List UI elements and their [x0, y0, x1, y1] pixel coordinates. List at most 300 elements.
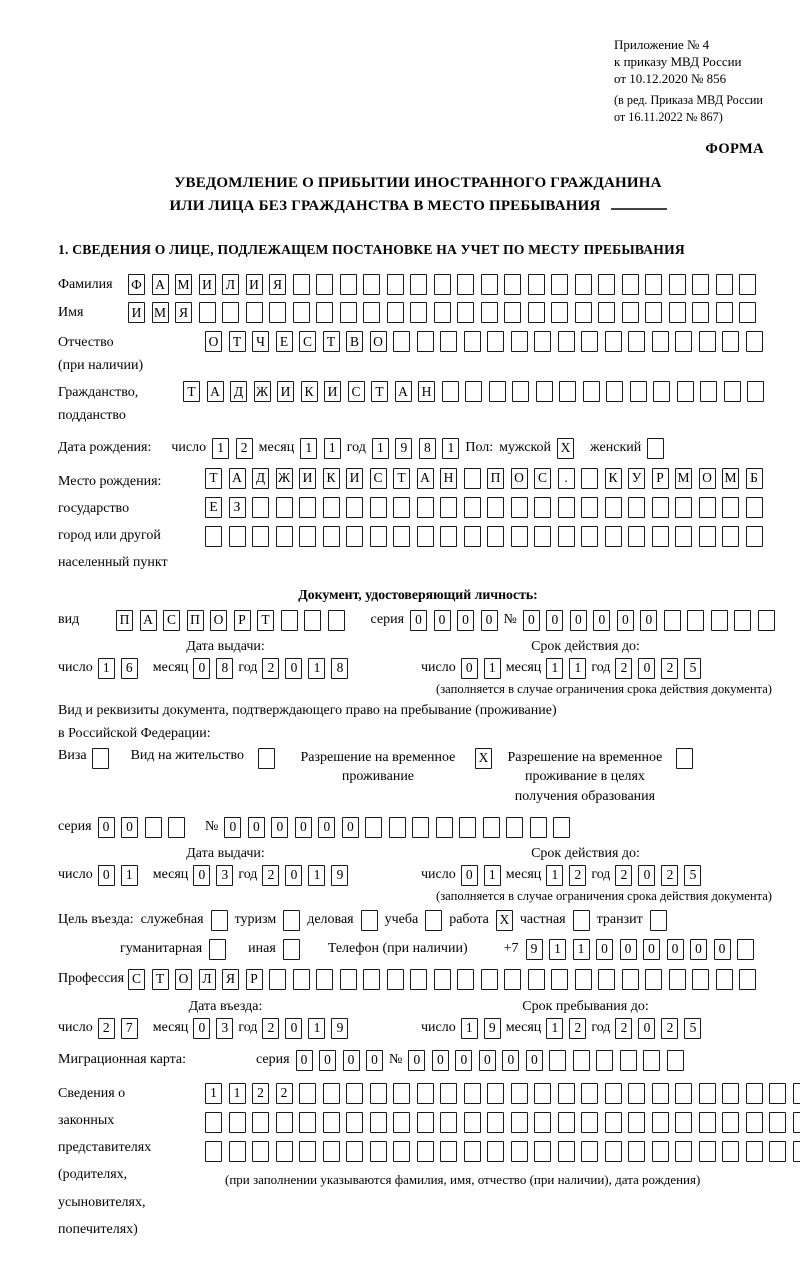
char-box[interactable] — [699, 497, 716, 518]
char-box[interactable] — [417, 1083, 434, 1104]
char-box[interactable] — [252, 497, 269, 518]
char-box[interactable] — [652, 331, 669, 352]
char-box[interactable] — [734, 610, 751, 631]
char-box[interactable] — [699, 1112, 716, 1133]
char-box[interactable] — [370, 1083, 387, 1104]
char-box[interactable] — [346, 497, 363, 518]
char-box[interactable] — [417, 1112, 434, 1133]
char-box[interactable]: 0 — [461, 865, 478, 886]
char-box[interactable] — [675, 1083, 692, 1104]
char-box[interactable] — [410, 274, 427, 295]
char-box[interactable] — [581, 1141, 598, 1162]
char-box[interactable] — [276, 497, 293, 518]
char-box[interactable]: О — [370, 331, 387, 352]
char-box[interactable]: С — [299, 331, 316, 352]
char-box[interactable] — [675, 1141, 692, 1162]
char-box[interactable] — [199, 302, 216, 323]
char-box[interactable]: 3 — [216, 1018, 233, 1039]
char-box[interactable] — [645, 969, 662, 990]
char-box[interactable]: 0 — [271, 817, 288, 838]
char-box[interactable]: Т — [257, 610, 274, 631]
char-box[interactable] — [692, 969, 709, 990]
char-box[interactable] — [340, 969, 357, 990]
char-box[interactable]: 0 — [593, 610, 610, 631]
char-box[interactable]: 1 — [308, 658, 325, 679]
char-box[interactable]: 0 — [617, 610, 634, 631]
char-box[interactable]: 1 — [549, 939, 566, 960]
char-box[interactable]: Т — [183, 381, 200, 402]
char-box[interactable] — [511, 1112, 528, 1133]
char-box[interactable] — [316, 302, 333, 323]
char-box[interactable] — [558, 1083, 575, 1104]
char-box[interactable]: Д — [252, 468, 269, 489]
char-box[interactable] — [667, 1050, 684, 1071]
char-box[interactable] — [558, 1112, 575, 1133]
char-box[interactable] — [669, 274, 686, 295]
char-box[interactable] — [596, 1050, 613, 1071]
char-box[interactable] — [269, 969, 286, 990]
char-box[interactable] — [363, 274, 380, 295]
char-box[interactable] — [323, 1141, 340, 1162]
char-box[interactable]: М — [722, 468, 739, 489]
char-box[interactable] — [575, 302, 592, 323]
char-box[interactable] — [528, 969, 545, 990]
char-box[interactable]: 2 — [98, 1018, 115, 1039]
char-box[interactable] — [534, 1112, 551, 1133]
char-box[interactable] — [711, 610, 728, 631]
char-box[interactable] — [299, 1083, 316, 1104]
char-box[interactable]: 2 — [615, 865, 632, 886]
char-box[interactable]: Т — [152, 969, 169, 990]
char-box[interactable] — [558, 526, 575, 547]
char-box[interactable]: Я — [269, 274, 286, 295]
char-box[interactable]: 1 — [484, 865, 501, 886]
char-box[interactable] — [675, 497, 692, 518]
char-box[interactable]: Т — [371, 381, 388, 402]
char-box[interactable] — [504, 969, 521, 990]
char-box[interactable]: 1 — [205, 1083, 222, 1104]
char-box[interactable] — [722, 497, 739, 518]
char-box[interactable] — [412, 817, 429, 838]
char-box[interactable] — [793, 1083, 800, 1104]
char-box[interactable]: Е — [205, 497, 222, 518]
char-box[interactable]: М — [175, 274, 192, 295]
char-box[interactable] — [440, 1112, 457, 1133]
char-box[interactable]: 0 — [546, 610, 563, 631]
char-box[interactable] — [628, 497, 645, 518]
char-box[interactable] — [551, 969, 568, 990]
char-box[interactable]: 1 — [442, 438, 459, 459]
char-box[interactable]: 0 — [98, 817, 115, 838]
char-box[interactable]: 0 — [193, 658, 210, 679]
char-box[interactable] — [739, 302, 756, 323]
char-box[interactable] — [459, 817, 476, 838]
char-box[interactable] — [229, 526, 246, 547]
char-box[interactable]: О — [210, 610, 227, 631]
char-box[interactable] — [487, 1083, 504, 1104]
char-box[interactable] — [645, 302, 662, 323]
char-box[interactable] — [628, 1083, 645, 1104]
char-box[interactable]: 0 — [455, 1050, 472, 1071]
char-box[interactable] — [699, 526, 716, 547]
char-box[interactable] — [534, 497, 551, 518]
char-box[interactable] — [739, 274, 756, 295]
char-box[interactable]: 3 — [216, 865, 233, 886]
char-box[interactable] — [716, 302, 733, 323]
char-box[interactable] — [793, 1141, 800, 1162]
char-box[interactable]: П — [187, 610, 204, 631]
char-box[interactable] — [558, 1141, 575, 1162]
char-box[interactable]: Р — [652, 468, 669, 489]
char-box[interactable]: 1 — [121, 865, 138, 886]
char-box[interactable] — [393, 1141, 410, 1162]
char-box[interactable]: Ж — [254, 381, 271, 402]
char-box[interactable]: 0 — [461, 658, 478, 679]
char-box[interactable] — [652, 1141, 669, 1162]
char-box[interactable] — [370, 1141, 387, 1162]
char-box[interactable]: С — [128, 969, 145, 990]
char-box[interactable] — [276, 1112, 293, 1133]
char-box[interactable]: К — [605, 468, 622, 489]
char-box[interactable] — [581, 468, 598, 489]
char-box[interactable]: 0 — [643, 939, 660, 960]
char-box[interactable] — [346, 1083, 363, 1104]
char-box[interactable] — [620, 1050, 637, 1071]
char-box[interactable] — [605, 526, 622, 547]
char-box[interactable]: 0 — [570, 610, 587, 631]
char-box[interactable] — [487, 1112, 504, 1133]
char-box[interactable] — [722, 526, 739, 547]
char-box[interactable] — [304, 610, 321, 631]
char-box[interactable]: 8 — [331, 658, 348, 679]
char-box[interactable]: 0 — [523, 610, 540, 631]
char-box[interactable]: 9 — [484, 1018, 501, 1039]
char-box[interactable] — [598, 274, 615, 295]
char-box[interactable]: О — [175, 969, 192, 990]
char-box[interactable] — [252, 526, 269, 547]
char-box[interactable]: С — [348, 381, 365, 402]
char-box[interactable]: 9 — [331, 865, 348, 886]
char-box[interactable] — [534, 526, 551, 547]
char-box[interactable] — [205, 1112, 222, 1133]
char-box[interactable] — [346, 1141, 363, 1162]
char-box[interactable] — [487, 497, 504, 518]
char-box[interactable] — [716, 969, 733, 990]
char-box[interactable] — [487, 526, 504, 547]
char-box[interactable] — [692, 302, 709, 323]
char-box[interactable] — [746, 1083, 763, 1104]
char-box[interactable] — [511, 526, 528, 547]
char-box[interactable]: Б — [746, 468, 763, 489]
char-box[interactable]: И — [199, 274, 216, 295]
char-box[interactable]: 0 — [248, 817, 265, 838]
char-box[interactable] — [699, 1083, 716, 1104]
char-box[interactable]: 0 — [638, 1018, 655, 1039]
char-box[interactable] — [598, 302, 615, 323]
char-box[interactable] — [465, 381, 482, 402]
char-box[interactable] — [457, 274, 474, 295]
char-box[interactable] — [650, 910, 667, 931]
char-box[interactable]: 0 — [193, 1018, 210, 1039]
char-box[interactable]: И — [128, 302, 145, 323]
char-box[interactable] — [440, 497, 457, 518]
char-box[interactable]: 0 — [98, 865, 115, 886]
char-box[interactable] — [769, 1141, 786, 1162]
char-box[interactable]: И — [277, 381, 294, 402]
char-box[interactable] — [436, 817, 453, 838]
char-box[interactable] — [746, 1112, 763, 1133]
char-box[interactable] — [440, 1083, 457, 1104]
char-box[interactable] — [504, 274, 521, 295]
char-box[interactable] — [534, 1141, 551, 1162]
char-box[interactable]: 2 — [569, 865, 586, 886]
char-box[interactable]: 0 — [193, 865, 210, 886]
char-box[interactable] — [389, 817, 406, 838]
char-box[interactable]: 0 — [479, 1050, 496, 1071]
char-box[interactable]: 2 — [615, 658, 632, 679]
char-box[interactable] — [534, 331, 551, 352]
char-box[interactable] — [605, 1083, 622, 1104]
char-box[interactable]: Ф — [128, 274, 145, 295]
char-box[interactable] — [457, 969, 474, 990]
char-box[interactable]: О — [511, 468, 528, 489]
char-box[interactable] — [622, 274, 639, 295]
char-box[interactable] — [677, 381, 694, 402]
char-box[interactable]: Е — [276, 331, 293, 352]
char-box[interactable]: Т — [323, 331, 340, 352]
char-box[interactable]: . — [558, 468, 575, 489]
char-box[interactable] — [622, 969, 639, 990]
char-box[interactable]: П — [487, 468, 504, 489]
char-box[interactable]: 5 — [684, 1018, 701, 1039]
char-box[interactable]: 2 — [661, 658, 678, 679]
char-box[interactable]: Р — [246, 969, 263, 990]
char-box[interactable]: 1 — [573, 939, 590, 960]
char-box[interactable]: Я — [175, 302, 192, 323]
char-box[interactable]: 0 — [502, 1050, 519, 1071]
char-box[interactable]: Л — [199, 969, 216, 990]
char-box[interactable] — [481, 302, 498, 323]
char-box[interactable] — [417, 1141, 434, 1162]
char-box[interactable]: Л — [222, 274, 239, 295]
char-box[interactable] — [92, 748, 109, 769]
char-box[interactable] — [363, 302, 380, 323]
char-box[interactable]: 1 — [546, 658, 563, 679]
char-box[interactable]: 0 — [285, 1018, 302, 1039]
char-box[interactable] — [340, 302, 357, 323]
char-box[interactable] — [746, 526, 763, 547]
char-box[interactable] — [722, 331, 739, 352]
char-box[interactable]: 0 — [526, 1050, 543, 1071]
char-box[interactable] — [675, 1112, 692, 1133]
char-box[interactable]: И — [324, 381, 341, 402]
char-box[interactable]: Т — [205, 468, 222, 489]
char-box[interactable]: X — [475, 748, 492, 769]
char-box[interactable] — [269, 302, 286, 323]
char-box[interactable] — [581, 331, 598, 352]
char-box[interactable] — [652, 1112, 669, 1133]
char-box[interactable] — [393, 1112, 410, 1133]
char-box[interactable] — [511, 1141, 528, 1162]
char-box[interactable]: Н — [418, 381, 435, 402]
char-box[interactable] — [581, 1112, 598, 1133]
char-box[interactable] — [511, 497, 528, 518]
char-box[interactable]: 2 — [615, 1018, 632, 1039]
char-box[interactable]: 7 — [121, 1018, 138, 1039]
char-box[interactable] — [528, 274, 545, 295]
char-box[interactable] — [628, 526, 645, 547]
char-box[interactable] — [536, 381, 553, 402]
char-box[interactable] — [628, 1141, 645, 1162]
char-box[interactable] — [534, 1083, 551, 1104]
char-box[interactable] — [323, 497, 340, 518]
char-box[interactable]: 0 — [343, 1050, 360, 1071]
char-box[interactable] — [229, 1112, 246, 1133]
char-box[interactable] — [483, 817, 500, 838]
char-box[interactable]: 0 — [714, 939, 731, 960]
char-box[interactable] — [417, 497, 434, 518]
char-box[interactable] — [669, 969, 686, 990]
char-box[interactable] — [229, 1141, 246, 1162]
char-box[interactable]: 1 — [324, 438, 341, 459]
char-box[interactable]: 1 — [484, 658, 501, 679]
char-box[interactable]: 5 — [684, 658, 701, 679]
char-box[interactable] — [442, 381, 459, 402]
char-box[interactable] — [489, 381, 506, 402]
char-box[interactable] — [746, 497, 763, 518]
char-box[interactable] — [440, 526, 457, 547]
char-box[interactable] — [664, 610, 681, 631]
char-box[interactable] — [699, 1141, 716, 1162]
char-box[interactable]: 1 — [98, 658, 115, 679]
char-box[interactable] — [645, 274, 662, 295]
char-box[interactable]: 1 — [569, 658, 586, 679]
char-box[interactable] — [746, 331, 763, 352]
char-box[interactable] — [558, 331, 575, 352]
char-box[interactable] — [581, 497, 598, 518]
char-box[interactable] — [581, 526, 598, 547]
char-box[interactable]: 1 — [212, 438, 229, 459]
char-box[interactable]: 0 — [638, 658, 655, 679]
char-box[interactable] — [316, 274, 333, 295]
char-box[interactable] — [605, 497, 622, 518]
char-box[interactable] — [699, 331, 716, 352]
char-box[interactable] — [205, 526, 222, 547]
char-box[interactable] — [769, 1112, 786, 1133]
char-box[interactable] — [769, 1083, 786, 1104]
char-box[interactable] — [410, 969, 427, 990]
char-box[interactable]: 1 — [300, 438, 317, 459]
char-box[interactable] — [487, 1141, 504, 1162]
char-box[interactable] — [283, 910, 300, 931]
char-box[interactable] — [700, 381, 717, 402]
char-box[interactable]: 0 — [667, 939, 684, 960]
char-box[interactable] — [722, 1083, 739, 1104]
char-box[interactable] — [323, 1083, 340, 1104]
char-box[interactable] — [365, 817, 382, 838]
char-box[interactable] — [675, 526, 692, 547]
char-box[interactable] — [361, 910, 378, 931]
char-box[interactable]: Д — [230, 381, 247, 402]
char-box[interactable] — [687, 610, 704, 631]
char-box[interactable]: З — [229, 497, 246, 518]
char-box[interactable] — [205, 1141, 222, 1162]
char-box[interactable] — [417, 331, 434, 352]
char-box[interactable] — [387, 969, 404, 990]
char-box[interactable] — [316, 969, 333, 990]
char-box[interactable]: О — [205, 331, 222, 352]
char-box[interactable] — [299, 1141, 316, 1162]
char-box[interactable]: 9 — [331, 1018, 348, 1039]
char-box[interactable]: А — [395, 381, 412, 402]
char-box[interactable] — [747, 381, 764, 402]
char-box[interactable] — [464, 497, 481, 518]
char-box[interactable] — [252, 1141, 269, 1162]
char-box[interactable]: 2 — [252, 1083, 269, 1104]
char-box[interactable]: 0 — [224, 817, 241, 838]
char-box[interactable]: 0 — [410, 610, 427, 631]
char-box[interactable] — [393, 526, 410, 547]
char-box[interactable]: Ч — [252, 331, 269, 352]
char-box[interactable]: 9 — [395, 438, 412, 459]
char-box[interactable] — [628, 1112, 645, 1133]
char-box[interactable]: 0 — [640, 610, 657, 631]
char-box[interactable]: В — [346, 331, 363, 352]
char-box[interactable] — [551, 302, 568, 323]
char-box[interactable] — [346, 526, 363, 547]
char-box[interactable] — [481, 969, 498, 990]
char-box[interactable] — [464, 1141, 481, 1162]
char-box[interactable] — [669, 302, 686, 323]
char-box[interactable]: X — [496, 910, 513, 931]
char-box[interactable] — [573, 1050, 590, 1071]
char-box[interactable] — [393, 1083, 410, 1104]
char-box[interactable]: 0 — [296, 1050, 313, 1071]
char-box[interactable]: X — [557, 438, 574, 459]
char-box[interactable] — [299, 526, 316, 547]
char-box[interactable] — [530, 817, 547, 838]
char-box[interactable] — [746, 1141, 763, 1162]
char-box[interactable]: Н — [440, 468, 457, 489]
char-box[interactable] — [528, 302, 545, 323]
char-box[interactable] — [209, 939, 226, 960]
char-box[interactable] — [393, 331, 410, 352]
char-box[interactable] — [551, 274, 568, 295]
char-box[interactable] — [328, 610, 345, 631]
char-box[interactable]: 2 — [661, 1018, 678, 1039]
char-box[interactable] — [370, 1112, 387, 1133]
char-box[interactable]: 9 — [526, 939, 543, 960]
char-box[interactable]: 0 — [434, 610, 451, 631]
char-box[interactable] — [410, 302, 427, 323]
char-box[interactable] — [605, 331, 622, 352]
char-box[interactable] — [293, 969, 310, 990]
char-box[interactable] — [323, 1112, 340, 1133]
char-box[interactable]: К — [301, 381, 318, 402]
char-box[interactable]: М — [152, 302, 169, 323]
char-box[interactable] — [464, 526, 481, 547]
char-box[interactable] — [504, 302, 521, 323]
char-box[interactable] — [346, 1112, 363, 1133]
char-box[interactable] — [464, 331, 481, 352]
char-box[interactable] — [457, 302, 474, 323]
char-box[interactable] — [583, 381, 600, 402]
char-box[interactable]: Р — [234, 610, 251, 631]
char-box[interactable] — [675, 331, 692, 352]
char-box[interactable]: 1 — [229, 1083, 246, 1104]
char-box[interactable]: 0 — [318, 817, 335, 838]
char-box[interactable] — [506, 817, 523, 838]
